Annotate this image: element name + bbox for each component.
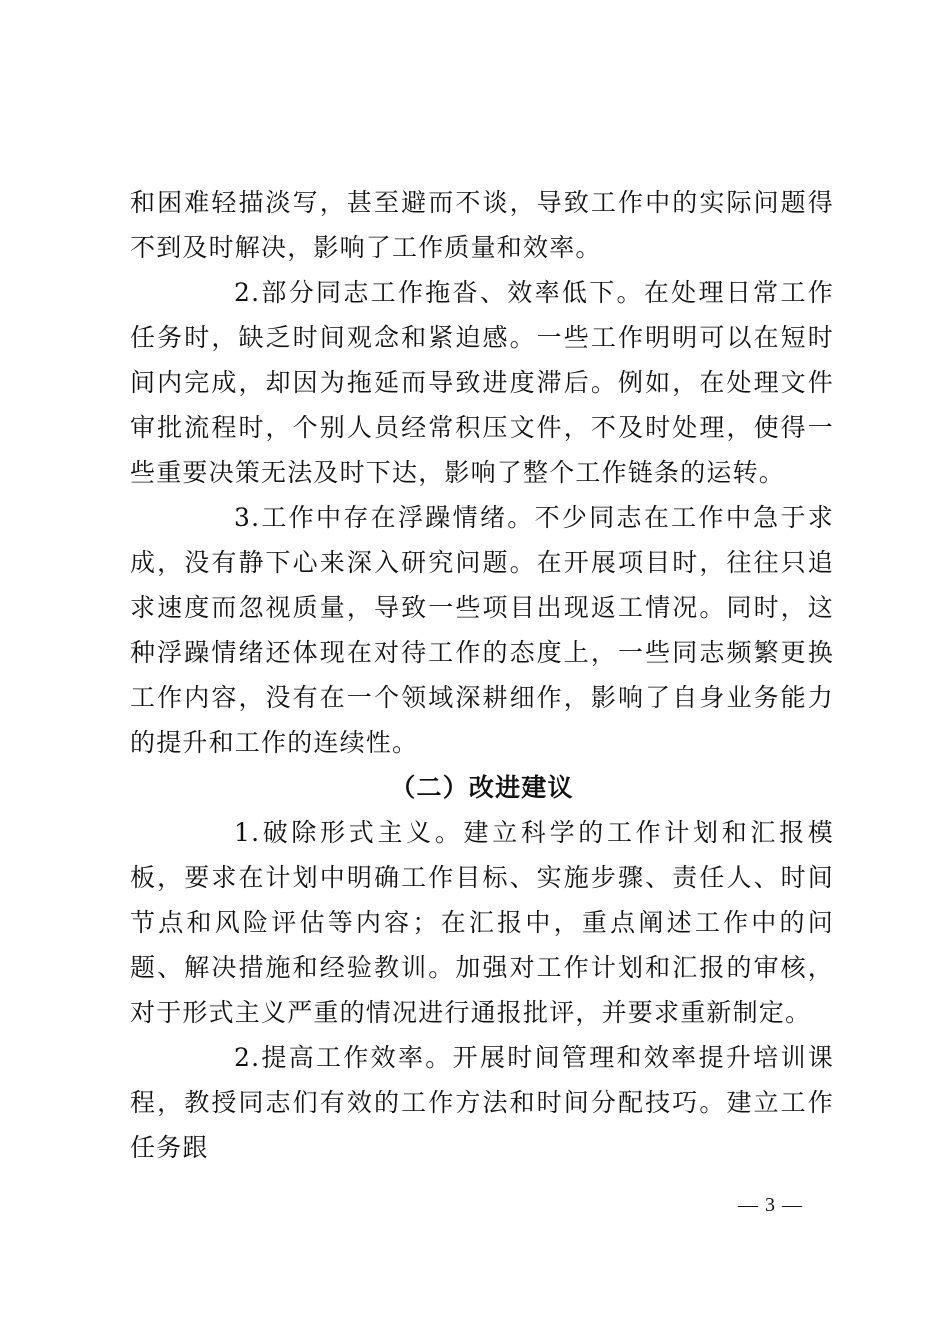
- paragraph-continuation: 和困难轻描淡写，甚至避而不谈，导致工作中的实际问题得不到及时解决，影响了工作质量和效率。: [130, 188, 834, 262]
- paragraph-item-2-inefficiency: 2.部分同志工作拖沓、效率低下。在处理日常工作任务时，缺乏时间观念和紧迫感。一些工作明明可以在短时间内完成，却因为拖延而导致进度滞后。例如，在处理文件审批流程时，个别人员经常积压文件，不及时处理，使得一些重要决策无法及时下达，影响了整个工作链条的运转。: [130, 278, 834, 487]
- paragraph-item-3-impetuousness: 3.工作中存在浮躁情绪。不少同志在工作中急于求成，没有静下心来深入研究问题。在开展项目时，往往只追求速度而忽视质量，导致一些项目出现返工情况。同时，这种浮躁情绪还体现在对待工作的态度上，一些同志频繁更换工作内容，没有在一个领域深耕细作，影响了自身业务能力的提升和工作的连续性。: [130, 503, 834, 757]
- section-heading-improvement-suggestions: （二）改进建议: [390, 773, 574, 802]
- paragraph-suggestion-1: 1.破除形式主义。建立科学的工作计划和汇报模板，要求在计划中明确工作目标、实施步骤、责任人、时间节点和风险评估等内容；在汇报中，重点阐述工作中的问题、解决措施和经验教训。加强对工作计划和汇报的审核，对于形式主义严重的情况进行通报批评，并要求重新制定。: [130, 818, 834, 1027]
- body-text: [130, 180, 834, 1170]
- paragraph-suggestion-2: 2.提高工作效率。开展时间管理和效率提升培训课程，教授同志们有效的工作方法和时间分配技巧。建立工作任务跟: [130, 1043, 834, 1162]
- page-number: — 3 —: [738, 1194, 803, 1216]
